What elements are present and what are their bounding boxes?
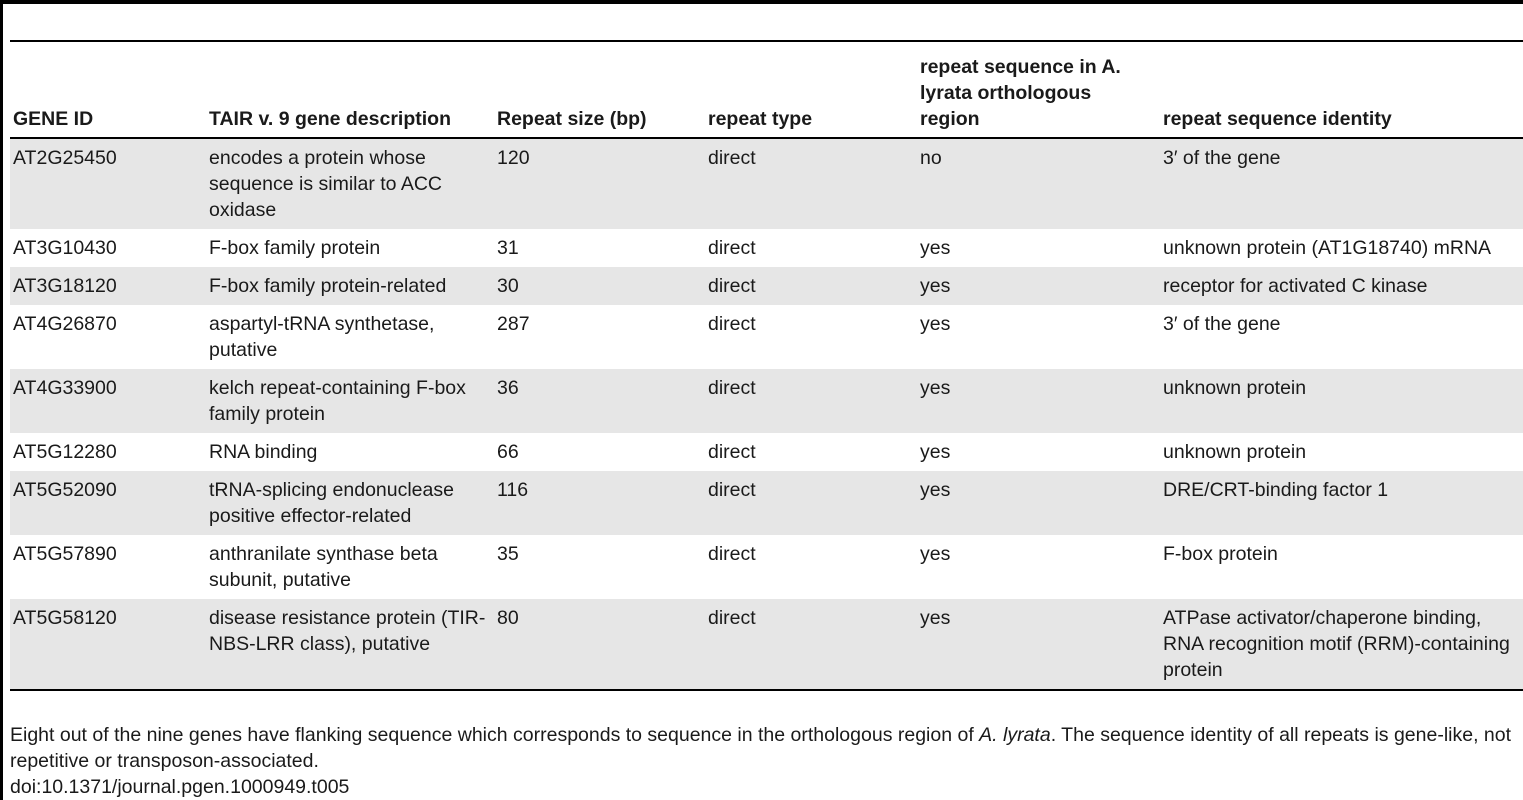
cell-sequence-identity: unknown protein (AT1G18740) mRNA	[1163, 237, 1492, 259]
cell-gene-description: F-box family protein	[209, 237, 381, 259]
table-row	[10, 535, 1523, 599]
cell-gene-description: disease resistance protein (TIR-NBS-LRR class), putative	[206, 599, 494, 690]
header-sequence-identity: repeat sequence identity	[1160, 42, 1523, 138]
cell-sequence-identity: 3′ of the gene	[1160, 138, 1523, 229]
table-row	[10, 267, 1523, 305]
table-row	[10, 433, 1523, 471]
footnote-text-start: Eight out of the nine genes have flanking sequence which corresponds to sequence in the orthologous region of	[10, 724, 980, 746]
cell-repeat-type: direct	[705, 138, 917, 229]
table-row	[10, 229, 1523, 267]
table-row	[10, 471, 1523, 535]
cell-lyrata-repeat: yes	[917, 471, 1160, 535]
cell-gene-id: AT5G12280	[13, 441, 117, 463]
cell-gene-description: encodes a protein whose sequence is similar to ACC oxidase	[206, 138, 494, 229]
cell-lyrata-repeat: no	[917, 138, 1160, 229]
cell-gene-id: AT4G26870	[13, 313, 117, 335]
cell-gene-id: AT5G58120	[10, 599, 206, 690]
cell-gene-id: AT3G10430	[13, 237, 117, 259]
header-gene-description: TAIR v. 9 gene description	[206, 42, 494, 138]
cell-gene-description: aspartyl-tRNA synthetase, putative	[209, 313, 435, 361]
cell-gene-description: anthranilate synthase beta subunit, putative	[209, 543, 438, 591]
cell-sequence-identity: unknown protein	[1160, 369, 1523, 433]
table-row	[10, 305, 1523, 369]
header-lyrata-repeat: repeat sequence in A. lyrata orthologous region	[917, 42, 1160, 138]
cell-repeat-type: direct	[705, 267, 917, 305]
cell-gene-id: AT2G25450	[10, 138, 206, 229]
cell-lyrata-repeat: yes	[920, 313, 951, 335]
table-row	[10, 138, 1523, 229]
cell-gene-description: RNA binding	[209, 441, 318, 463]
cell-gene-id: AT5G52090	[10, 471, 206, 535]
table-row	[10, 599, 1523, 690]
cell-sequence-identity: F-box protein	[1163, 543, 1278, 565]
cell-sequence-identity: receptor for activated C kinase	[1160, 267, 1523, 305]
cell-repeat-size: 287	[497, 313, 530, 335]
cell-gene-description: F-box family protein-related	[206, 267, 494, 305]
cell-lyrata-repeat: yes	[917, 267, 1160, 305]
cell-repeat-type: direct	[708, 237, 756, 259]
cell-lyrata-repeat: yes	[920, 543, 951, 565]
cell-repeat-type: direct	[708, 441, 756, 463]
header-repeat-type: repeat type	[705, 42, 917, 138]
cell-repeat-size: 116	[494, 471, 705, 535]
cell-repeat-type: direct	[705, 471, 917, 535]
data-table	[10, 42, 1523, 691]
cell-gene-id: AT5G57890	[13, 543, 117, 565]
cell-sequence-identity: unknown protein	[1163, 441, 1307, 463]
cell-repeat-type: direct	[705, 369, 917, 433]
cell-gene-description: tRNA-splicing endonuclease positive effector-related	[206, 471, 494, 535]
cell-sequence-identity: DRE/CRT-binding factor 1	[1160, 471, 1523, 535]
cell-repeat-size: 66	[497, 441, 519, 463]
cell-repeat-size: 30	[494, 267, 705, 305]
top-rule	[3, 0, 1523, 4]
cell-gene-id: AT3G18120	[10, 267, 206, 305]
cell-lyrata-repeat: yes	[920, 441, 951, 463]
cell-repeat-type: direct	[708, 543, 756, 565]
cell-lyrata-repeat: yes	[917, 599, 1160, 690]
cell-repeat-size: 35	[497, 543, 519, 565]
table-row	[10, 369, 1523, 433]
doi-label: doi:10.1371/journal.pgen.1000949.t005	[10, 776, 350, 798]
cell-sequence-identity: ATPase activator/chaperone binding, RNA recognition motif (RRM)-containing protein	[1160, 599, 1523, 690]
cell-repeat-size: 36	[494, 369, 705, 433]
footnote-text-end: . The sequence identity of all repeats is gene-like, not repetitive or transposon-associated.	[10, 724, 1512, 772]
cell-gene-description: kelch repeat-containing F-box family protein	[206, 369, 494, 433]
cell-repeat-size: 31	[497, 237, 519, 259]
cell-repeat-type: direct	[705, 599, 917, 690]
header-gene-id: GENE ID	[10, 42, 206, 138]
cell-repeat-size: 120	[494, 138, 705, 229]
cell-lyrata-repeat: yes	[917, 369, 1160, 433]
cell-repeat-size: 80	[494, 599, 705, 690]
cell-lyrata-repeat: yes	[920, 237, 951, 259]
table-footnote	[10, 722, 1523, 774]
cell-repeat-type: direct	[708, 313, 756, 335]
header-repeat-size: Repeat size (bp)	[494, 42, 705, 138]
header-row	[10, 42, 1523, 138]
cell-sequence-identity: 3′ of the gene	[1163, 313, 1281, 335]
footnote-species: A. lyrata	[979, 724, 1051, 746]
table-container	[10, 40, 1523, 691]
cell-gene-id: AT4G33900	[10, 369, 206, 433]
